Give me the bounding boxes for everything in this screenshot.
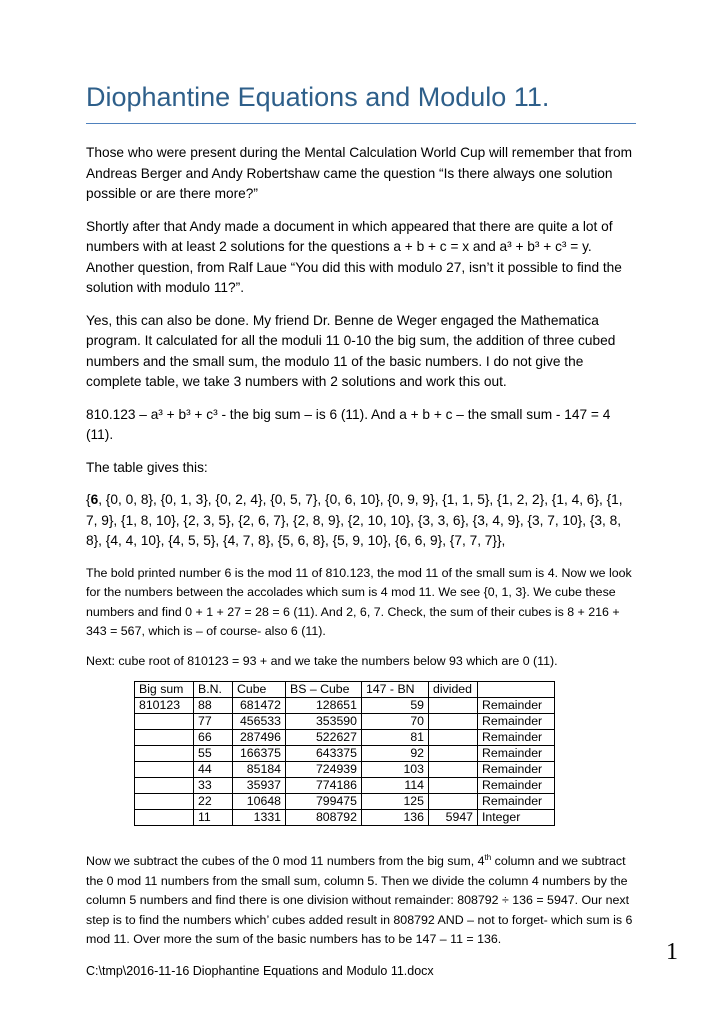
table-cell: Integer bbox=[478, 810, 555, 826]
page-title: Diophantine Equations and Modulo 11. bbox=[86, 82, 550, 112]
paragraph-intro: Those who were present during the Mental Calculation World Cup will remember that from Andreas Berger and Andy Robertshaw came the question “Is there always one solution possible or are there more?” bbox=[86, 145, 632, 201]
table-cell: 166375 bbox=[233, 746, 286, 762]
table-cell: 799475 bbox=[286, 794, 362, 810]
header-cell: Cube bbox=[233, 682, 286, 698]
table-cell: 70 bbox=[362, 714, 429, 730]
header-cell: divided bbox=[429, 682, 478, 698]
paragraph-sets bbox=[86, 490, 636, 552]
table-cell bbox=[429, 762, 478, 778]
sets-list: , {0, 0, 8}, {0, 1, 3}, {0, 2, 4}, {0, 5, 7}, {0, 6, 10}, {0, 9, 9}, {1, 1, 5}, {1, 2, 2}, {1, 4, 6}, {1, 7, 9}, {1, 8, 10}, {2, 3, 5}, {2, 6, 7}, {2, 8, 9}, {2, 10, 10}, {3, 3, 6}, {3, 4, 9}, {3, 7, 10}, {3, 8, 8}, {4, 4, 10}, {4, 5, 5}, {4, 7, 8}, {5, 6, 8}, {5, 9, 10}, {6, 6, 9}, {7, 7, 7}}, bbox=[86, 492, 623, 548]
table-cell: Remainder bbox=[478, 794, 555, 810]
table-cell bbox=[429, 698, 478, 714]
header-cell bbox=[478, 682, 555, 698]
table-cell: Remainder bbox=[478, 698, 555, 714]
table-row bbox=[135, 746, 555, 762]
paragraph-cube-root: Next: cube root of 810123 = 93 + and we take the numbers below 93 which are 0 (11). bbox=[86, 653, 558, 668]
table-cell: Remainder bbox=[478, 714, 555, 730]
table-cell: Remainder bbox=[478, 762, 555, 778]
table-cell bbox=[135, 730, 194, 746]
table-cell: 724939 bbox=[286, 762, 362, 778]
table-cell bbox=[135, 810, 194, 826]
title-underline bbox=[86, 123, 636, 124]
table-cell: 92 bbox=[362, 746, 429, 762]
subtraction-text-a: Now we subtract the cubes of the 0 mod 11 numbers from the big sum, 4 bbox=[86, 854, 485, 868]
table-cell: 33 bbox=[194, 778, 233, 794]
table-header-row bbox=[135, 682, 555, 698]
sets-bold-number: 6 bbox=[90, 492, 99, 507]
paragraph-table-intro: The table gives this: bbox=[86, 459, 208, 475]
table-row bbox=[135, 698, 555, 714]
table-cell: 85184 bbox=[233, 762, 286, 778]
document-body bbox=[86, 143, 636, 960]
table-cell: 136 bbox=[362, 810, 429, 826]
table-cell: 5947 bbox=[429, 810, 478, 826]
table-cell: 10648 bbox=[233, 794, 286, 810]
table-cell: 125 bbox=[362, 794, 429, 810]
table-cell: 22 bbox=[194, 794, 233, 810]
table-row bbox=[135, 810, 555, 826]
table-cell: 66 bbox=[194, 730, 233, 746]
calculation-table bbox=[134, 681, 555, 826]
table-cell: 35937 bbox=[233, 778, 286, 794]
page-number: 1 bbox=[666, 939, 678, 965]
table-cell: 353590 bbox=[286, 714, 362, 730]
table-cell: 681472 bbox=[233, 698, 286, 714]
table-cell bbox=[429, 778, 478, 794]
table-cell bbox=[135, 762, 194, 778]
table-row bbox=[135, 730, 555, 746]
table-cell: 59 bbox=[362, 698, 429, 714]
sets-open-brace: { bbox=[86, 492, 91, 507]
table-cell: 103 bbox=[362, 762, 429, 778]
paragraph-subtraction bbox=[86, 852, 636, 950]
paragraph-explanation: The bold printed number 6 is the mod 11 of 810.123, the mod 11 of the small sum is 4. Now we look for the numbers between the accolades which sum is 4 mod 11. We see {0, 1, 3}. We cube these numbers and find 0 + 1 + 27 = 28 = 6 (11). And 2, 6, 7. Check, the sum of their cubes is 8 + 216 + 343 = 567, which is – of course- also 6 (11). bbox=[86, 565, 632, 638]
table-cell: 808792 bbox=[286, 810, 362, 826]
table-cell: 128651 bbox=[286, 698, 362, 714]
table-cell bbox=[135, 794, 194, 810]
table-row bbox=[135, 794, 555, 810]
table-cell: 1331 bbox=[233, 810, 286, 826]
table-cell: Remainder bbox=[478, 746, 555, 762]
table-cell bbox=[429, 794, 478, 810]
table-cell: 114 bbox=[362, 778, 429, 794]
header-cell: 147 - BN bbox=[362, 682, 429, 698]
table-cell: 287496 bbox=[233, 730, 286, 746]
table-cell: Remainder bbox=[478, 730, 555, 746]
header-cell: Big sum bbox=[135, 682, 194, 698]
table-cell: 77 bbox=[194, 714, 233, 730]
table-cell bbox=[135, 746, 194, 762]
subtraction-text-b: column and we subtract the 0 mod 11 numbers from the small sum, column 5. Then we divide the column 4 numbers by the column 5 numbers and find there is one division without remainder: 808792 ÷ 136 = 5947. Our next step is to find the numbers which’ cubes added result in 808792 AND – not to forget- which sum is 6 mod 11. Over more the sum of the basic numbers has to be 147 – 11 = 136. bbox=[86, 854, 633, 946]
table-cell: 88 bbox=[194, 698, 233, 714]
table-cell: 81 bbox=[362, 730, 429, 746]
table-cell bbox=[429, 714, 478, 730]
table-row bbox=[135, 714, 555, 730]
table-cell: 643375 bbox=[286, 746, 362, 762]
table-cell: 44 bbox=[194, 762, 233, 778]
table-cell: Remainder bbox=[478, 778, 555, 794]
table-cell bbox=[135, 778, 194, 794]
table-row bbox=[135, 762, 555, 778]
table-cell: 522627 bbox=[286, 730, 362, 746]
ordinal-suffix: th bbox=[484, 852, 492, 862]
table-row bbox=[135, 778, 555, 794]
footer-file-path: C:\tmp\2016-11-16 Diophantine Equations and Modulo 11.docx bbox=[86, 964, 434, 978]
table-cell: 810123 bbox=[135, 698, 194, 714]
table-cell: 456533 bbox=[233, 714, 286, 730]
header-cell: B.N. bbox=[194, 682, 233, 698]
table-cell: 774186 bbox=[286, 778, 362, 794]
table-cell bbox=[135, 714, 194, 730]
table-cell: 55 bbox=[194, 746, 233, 762]
table-cell bbox=[429, 746, 478, 762]
table-cell bbox=[429, 730, 478, 746]
paragraph-big-sum: 810.123 – a³ + b³ + c³ - the big sum – is 6 (11). And a + b + c – the small sum - 147 = 4 (11). bbox=[86, 406, 611, 442]
table-cell: 11 bbox=[194, 810, 233, 826]
paragraph-question: Shortly after that Andy made a document in which appeared that there are quite a lot of numbers with at least 2 solutions for the questions a + b + c = x and a³ + b³ + c³ = y. Another question, from Ralf Laue “You did this with modulo 27, isn’t it possible to find the solution with modulo 11?”. bbox=[86, 218, 622, 295]
paragraph-mathematica: Yes, this can also be done. My friend Dr. Benne de Weger engaged the Mathematica program. It calculated for all the moduli 11 0-10 the big sum, the addition of three cubed numbers and the small sum, the modulo 11 of the basic numbers. I do not give the complete table, we take 3 numbers with 2 solutions and work this out. bbox=[86, 312, 616, 389]
header-cell: BS – Cube bbox=[286, 682, 362, 698]
table-body bbox=[135, 682, 555, 826]
